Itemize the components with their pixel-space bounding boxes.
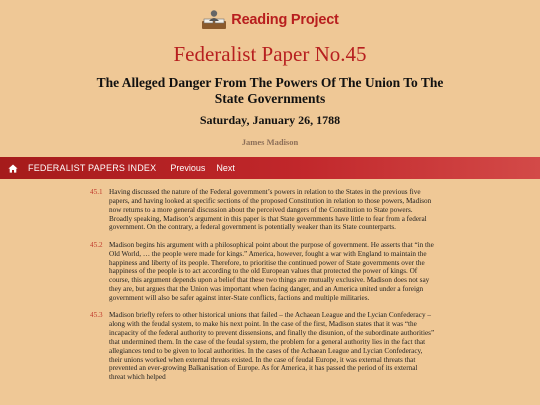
paragraph [90,241,435,303]
site-brand[interactable] [0,8,540,32]
nav-index-link[interactable]: FEDERALIST PAPERS INDEX [28,163,157,173]
navbar [0,157,540,179]
paragraph-list [90,188,435,391]
page-title: Federalist Paper No.45 [173,42,367,66]
nav-next-link[interactable]: Next [216,163,235,173]
reader-with-book-icon [201,9,227,31]
paragraph [90,311,435,382]
nav-previous-link[interactable]: Previous [170,163,206,173]
publication-date: Saturday, January 26, 1788 [199,113,341,127]
author-name: James Madison [241,137,299,147]
paragraph-number: 45.2 [90,240,103,249]
paragraph-text: Madison briefly refers to other historical unions that failed – the Achaean League and the Lycian Confederacy – along with the feudal system, to make his next point. In the case of the first, Madison states that it was “the incapacity of the federal authority to prevent dissensions, and finally the disunion, of the subordinate authorities” that undermined them. In the case of the feudal system, the problem for a general authority lies in the fact that allegiances tend to be given to local authorities. In the cases of the Achaean League and Lycian Confederacy, their unions worked when external threats existed. In the case of feudal Europe, it was external threats that prevented an ever-growing Balkanisation of Europe. As for America, it has passed the period of its external threat which helped [109,311,435,382]
paragraph-number: 45.1 [90,188,103,196]
paragraph-text: Madison begins his argument with a philosophical point about the purpose of government. He asserts that “in the Old World, … the people were made for kings.” America, however, fought a war with England to maintain the happiness and liberty of its people. Therefore, to prioritise the continued power of State governments over the happiness of the people is to act according to the old European values that protected the power of kings. Of course, this argument depends upon a belief that these two things are mutually exclusive. Madison does not say they are, but argues that the Union was important when facing danger, and an America united under a foreign government will also be safer against inter-State conflicts, factions and multiple militaries. [109,240,434,302]
paragraph-text: Having discussed the nature of the Federal government’s powers in relation to the States in the previous five papers, and having looked at specific sections of the proposed Constitution in relation to those powers, Madison now returns to a more general discussion about the perceived dangers of the Constitution to State powers. Broadly speaking, Madison’s argument in this paper is that State governments have little to fear from a federal government. On the contrary, a federal government is potentially weaker than its State counterparts. [109,188,432,232]
home-icon[interactable] [3,157,23,179]
page-subtitle: The Alleged Danger From The Powers Of The Union To The State Governments [96,75,444,106]
paragraph [90,188,435,232]
paragraph-number: 45.3 [90,311,103,320]
brand-name: Reading Project [231,12,339,28]
